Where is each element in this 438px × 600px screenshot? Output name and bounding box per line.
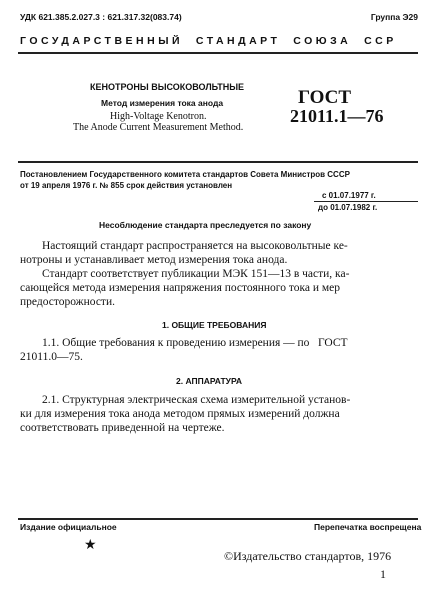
state-standard-banner: ГОСУДАРСТВЕННЫЙ СТАНДАРТ СОЮЗА ССР: [20, 35, 397, 47]
title-ru: КЕНОТРОНЫ ВЫСОКОВОЛЬТНЫЕ: [90, 82, 245, 92]
intro-line-3: Стандарт соответствует публикации МЭК 151—13 в части, ка-: [42, 268, 350, 280]
header-rule: [18, 52, 418, 54]
gost-number: 21011.1—76: [290, 106, 384, 126]
law-notice: Несоблюдение стандарта преследуется по закону: [99, 220, 312, 230]
clause-2-1-line-2: ки для измерения тока анода методом прямых измерений должна: [20, 408, 340, 420]
gost-label: ГОСТ: [298, 87, 352, 108]
intro-line-2: нотроны и устанавливает метод измерения тока анода.: [20, 254, 288, 266]
intro-line-5: предосторожности.: [20, 296, 115, 308]
decree-line-2: от 19 апреля 1976 г. № 855 срок действия установлен: [20, 181, 233, 190]
validity-from-underline: [314, 201, 418, 202]
footer-rule: [18, 518, 418, 520]
section-1-heading: 1. ОБЩИЕ ТРЕБОВАНИЯ: [162, 320, 267, 330]
intro-line-1: Настоящий стандарт распространяется на высоковольтные ке-: [42, 240, 348, 252]
title-rule: [18, 161, 418, 163]
subtitle-en: The Anode Current Measurement Method.: [73, 122, 244, 133]
clause-1-1-line-2: 21011.0—75.: [20, 351, 83, 363]
decree-line-1: Постановлением Государственного комитета стандартов Совета Министров СССР: [20, 170, 350, 179]
clause-1-1-line-1: 1.1. Общие требования к проведению измерения — по ГОСТ: [42, 337, 348, 349]
section-2-heading: 2. АППАРАТУРА: [176, 376, 243, 386]
udk-code: УДК 621.385.2.027.3 : 621.317.32(083.74): [20, 12, 182, 22]
clause-2-1-line-1: 2.1. Структурная электрическая схема измерительной установ-: [42, 394, 351, 406]
star-icon: ★: [84, 536, 97, 552]
official-edition: Издание официальное: [20, 522, 117, 532]
reprint-prohibited: Перепечатка воспрещена: [314, 522, 422, 532]
title-en: High-Voltage Kenotron.: [110, 111, 207, 122]
clause-2-1-line-3: соответствовать приведенной на чертеже.: [20, 422, 225, 434]
intro-line-4: сающейся метода измерения напряжения постоянного тока и мер: [20, 282, 341, 294]
page-number: 1: [380, 567, 386, 581]
subtitle-ru: Метод измерения тока анода: [101, 98, 224, 108]
copyright: ©Издательство стандартов, 1976: [224, 549, 392, 563]
validity-from: с 01.07.1977 г.: [322, 191, 376, 200]
validity-to: до 01.07.1982 г.: [318, 203, 378, 212]
group-code: Группа Э29: [370, 12, 418, 22]
